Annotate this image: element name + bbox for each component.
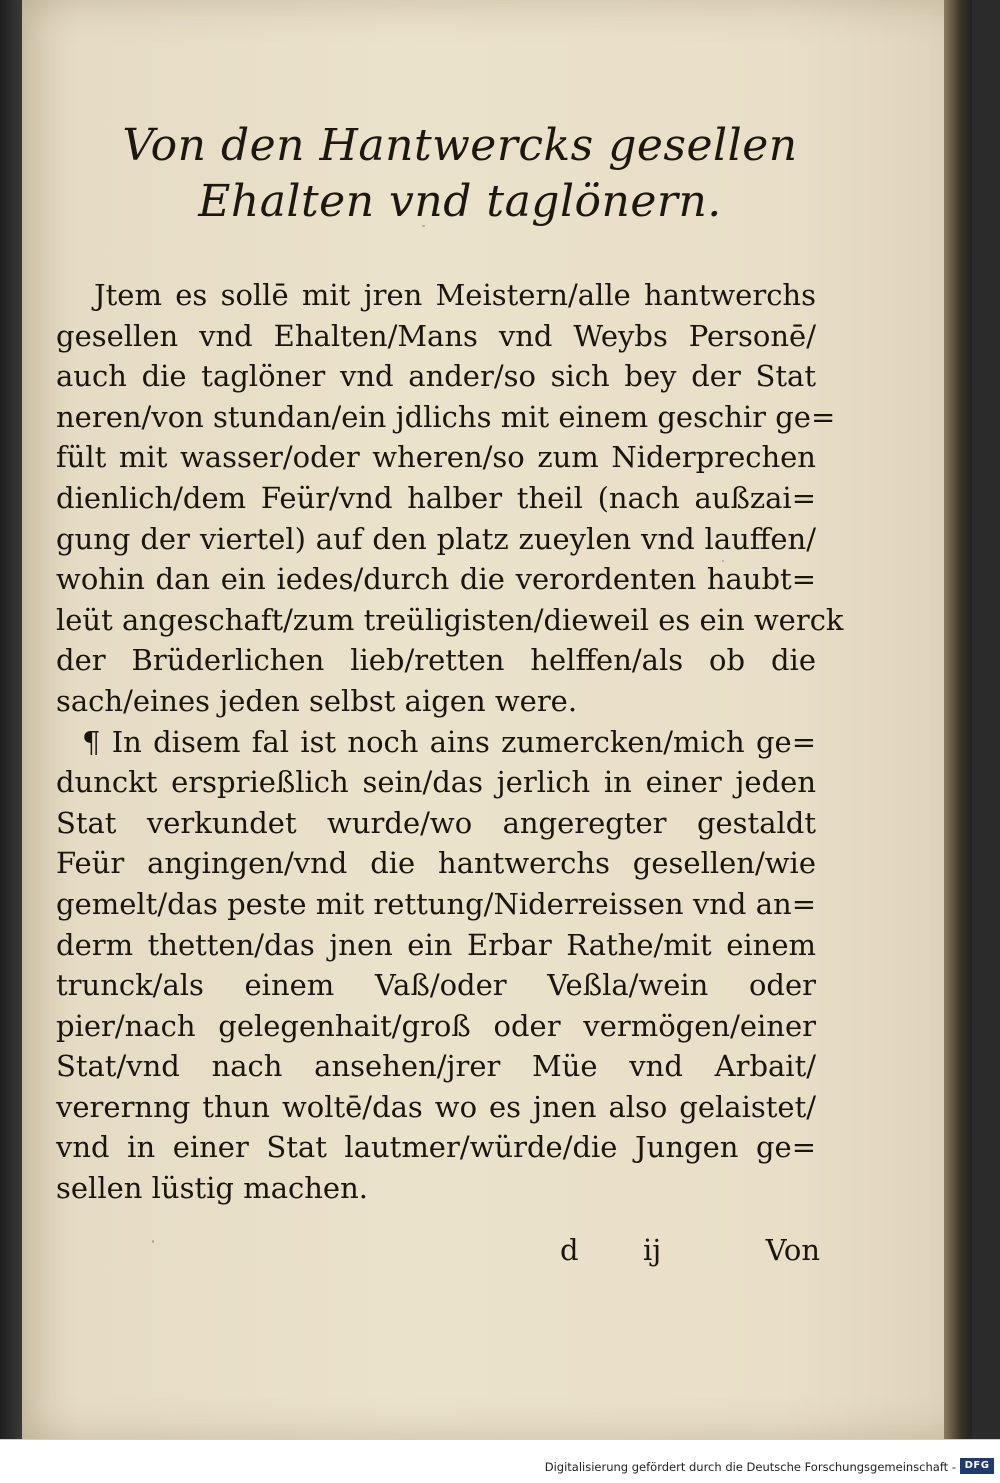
text-line: Stat/vnd nach ansehen/jrer Müe vnd Arbait/ <box>56 1049 816 1084</box>
signature-sheet: d <box>560 1233 579 1267</box>
heading-line-1: Von den Hantwercks gesellen <box>122 120 798 171</box>
section-heading <box>100 118 820 230</box>
page-fore-edge <box>944 0 972 1440</box>
text-line: gesellen vnd Ehalten/Mans vnd Weybs Personē/ <box>56 318 816 353</box>
text-line: pier/nach gelegenhait/groß oder vermögen/einer <box>56 1008 816 1043</box>
text-line: leüt angeschaft/zum treüligisten/dieweil es ein werck <box>56 602 844 637</box>
body-text <box>56 275 844 1209</box>
page-signature-line <box>560 1230 820 1270</box>
digitization-footer <box>0 1439 1000 1483</box>
text-line: verernng thun woltē/das wo es jnen also gelaistet/ <box>56 1089 816 1124</box>
text-line: Stat verkundet wurde/wo angeregter gestaldt <box>56 805 816 840</box>
book-gutter <box>0 0 22 1483</box>
catchword: Von <box>765 1233 820 1267</box>
text-line: sach/eines jeden selbst aigen were. <box>56 683 578 718</box>
signature-folio: ij <box>642 1233 662 1267</box>
heading-line-2: Ehalten vnd taglönern. <box>198 176 722 227</box>
text-line: gemelt/das peste mit rettung/Niderreissen vnd an= <box>56 886 816 921</box>
paper-speck <box>152 1240 154 1243</box>
text-line: gung der viertel) auf den platz zueylen vnd lauffen/ <box>56 521 816 556</box>
dfg-logo-icon: DFG <box>960 1458 994 1474</box>
text-line: auch die taglöner vnd ander/so sich bey der Stat <box>56 359 816 394</box>
text-line: der Brüderlichen lieb/retten helffen/als ob die <box>56 643 816 678</box>
text-line: derm thetten/das jnen ein Erbar Rathe/mit einem <box>56 927 816 962</box>
text-line: vnd in einer Stat lautmer/würde/die Jungen ge= <box>56 1130 816 1165</box>
text-line: Feür angingen/vnd die hantwerchs gesellen/wie <box>56 846 816 881</box>
text-line: wohin dan ein iedes/durch die verordenten haubt= <box>56 562 816 597</box>
text-line: Jtem es sollē mit jren Meistern/alle hantwerchs <box>94 278 816 312</box>
text-line: dunckt ersprießlich sein/das jerlich in einer jeden <box>56 765 816 800</box>
text-line: ¶ In disem fal ist noch ains zumercken/mich ge= <box>82 724 816 759</box>
text-line: fült mit wasser/oder wheren/so zum Niderprechen <box>56 440 816 475</box>
funding-credit: Digitalisierung gefördert durch die Deutsche Forschungsgemeinschaft - <box>544 1460 956 1474</box>
text-line: sellen lüstig machen. <box>56 1171 368 1206</box>
text-line: dienlich/dem Feür/vnd halber theil (nach außzai= <box>56 480 816 515</box>
text-line: trunck/als einem Vaß/oder Veßla/wein oder <box>56 968 816 1003</box>
text-line: neren/von stundan/ein jdlichs mit einem geschir ge= <box>56 399 836 434</box>
